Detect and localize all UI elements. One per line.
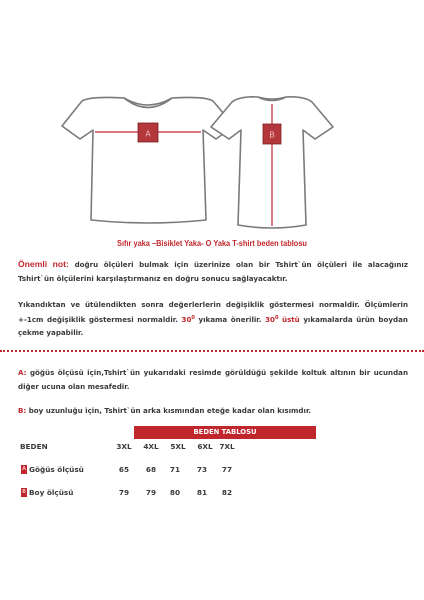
length-7xl-value: 82 — [221, 488, 233, 497]
measure-b-text: boy uzunluğu için, Tshirt`ün arka kısmından eteğe kadar olan kısımdır. — [28, 406, 312, 415]
size-col-7xl: 7XL — [219, 442, 235, 451]
chest-7xl-value: 77 — [221, 465, 233, 474]
note-label: Önemli not: — [18, 259, 69, 269]
length-3xl-value: 79 — [118, 488, 130, 497]
chest-6xl-value: 73 — [196, 465, 208, 474]
dotted-divider — [0, 350, 424, 352]
washing-text-1: Yıkandıktan ve ütülendikten sonra değerlerlerin değişiklik göstermesi normaldir. Ölçümlerin +-1cm değişiklik göstermesi normaldir. — [18, 300, 408, 324]
length-6xl-value: 81 — [196, 488, 208, 497]
measure-a-description — [18, 366, 408, 393]
washing-text-3: yıkamalarda ürün boydan çekme yapabilir. — [18, 314, 408, 337]
length-4xl-value: 79 — [145, 488, 157, 497]
note-text: doğru ölçüleri bulmak için üzerinize olan bir Tshirt`ün ölçüleri ile alacağınız Tshirt`ün ölçülerini karşılaştırmanız en doğru sonucu sağlayacaktır. — [18, 260, 408, 283]
washing-temp-2 — [265, 315, 300, 324]
chest-3xl-value: 65 — [118, 465, 130, 474]
size-col-5xl: 5XL — [170, 442, 186, 451]
chest-row-label: Göğüs ölçüsü — [29, 465, 84, 474]
page-title: Sıfır yaka –Bisiklet Yaka- O Yaka T-shirt beden tablosu — [117, 238, 307, 248]
washing-temp-2-tail: üstü — [282, 314, 300, 324]
size-col-4xl: 4XL — [143, 442, 159, 451]
measure-a-label: A: — [18, 368, 27, 377]
washing-temp-1 — [182, 315, 195, 324]
measure-b-description — [18, 404, 408, 418]
washing-temp-2-degree: 0 — [274, 314, 279, 321]
chest-row-marker: A — [22, 466, 26, 472]
size-col-6xl: 6XL — [197, 442, 213, 451]
front-marker-label: A — [145, 129, 151, 139]
measure-b-label: B: — [18, 406, 27, 415]
tshirt-size-diagram — [0, 0, 424, 230]
washing-temp-1-degree: 0 — [191, 314, 195, 321]
washing-text-2: yıkama önerilir. — [198, 314, 262, 324]
chest-4xl-value: 68 — [145, 465, 157, 474]
length-row-label: Boy ölçüsü — [29, 488, 74, 497]
chest-5xl-value: 71 — [169, 465, 181, 474]
washing-note — [18, 298, 408, 340]
size-col-3xl: 3XL — [116, 442, 132, 451]
size-row-label: BEDEN — [20, 442, 48, 451]
length-5xl-value: 80 — [169, 488, 181, 497]
washing-temp-1-value: 30 — [181, 314, 192, 324]
tshirt-front — [62, 97, 234, 223]
back-marker-label: B — [269, 130, 275, 140]
size-table-header: BEDEN TABLOSU — [134, 426, 316, 439]
measure-a-text: göğüs ölçüsü için,Tshirt`ün yukarıdaki resimde görüldüğü şekilde koltuk altının bir ucundan diğer ucuna olan mesafedir. — [18, 368, 408, 391]
washing-temp-2-value: 30 — [265, 314, 275, 324]
important-note — [18, 258, 408, 285]
length-row-marker: B — [22, 489, 26, 495]
